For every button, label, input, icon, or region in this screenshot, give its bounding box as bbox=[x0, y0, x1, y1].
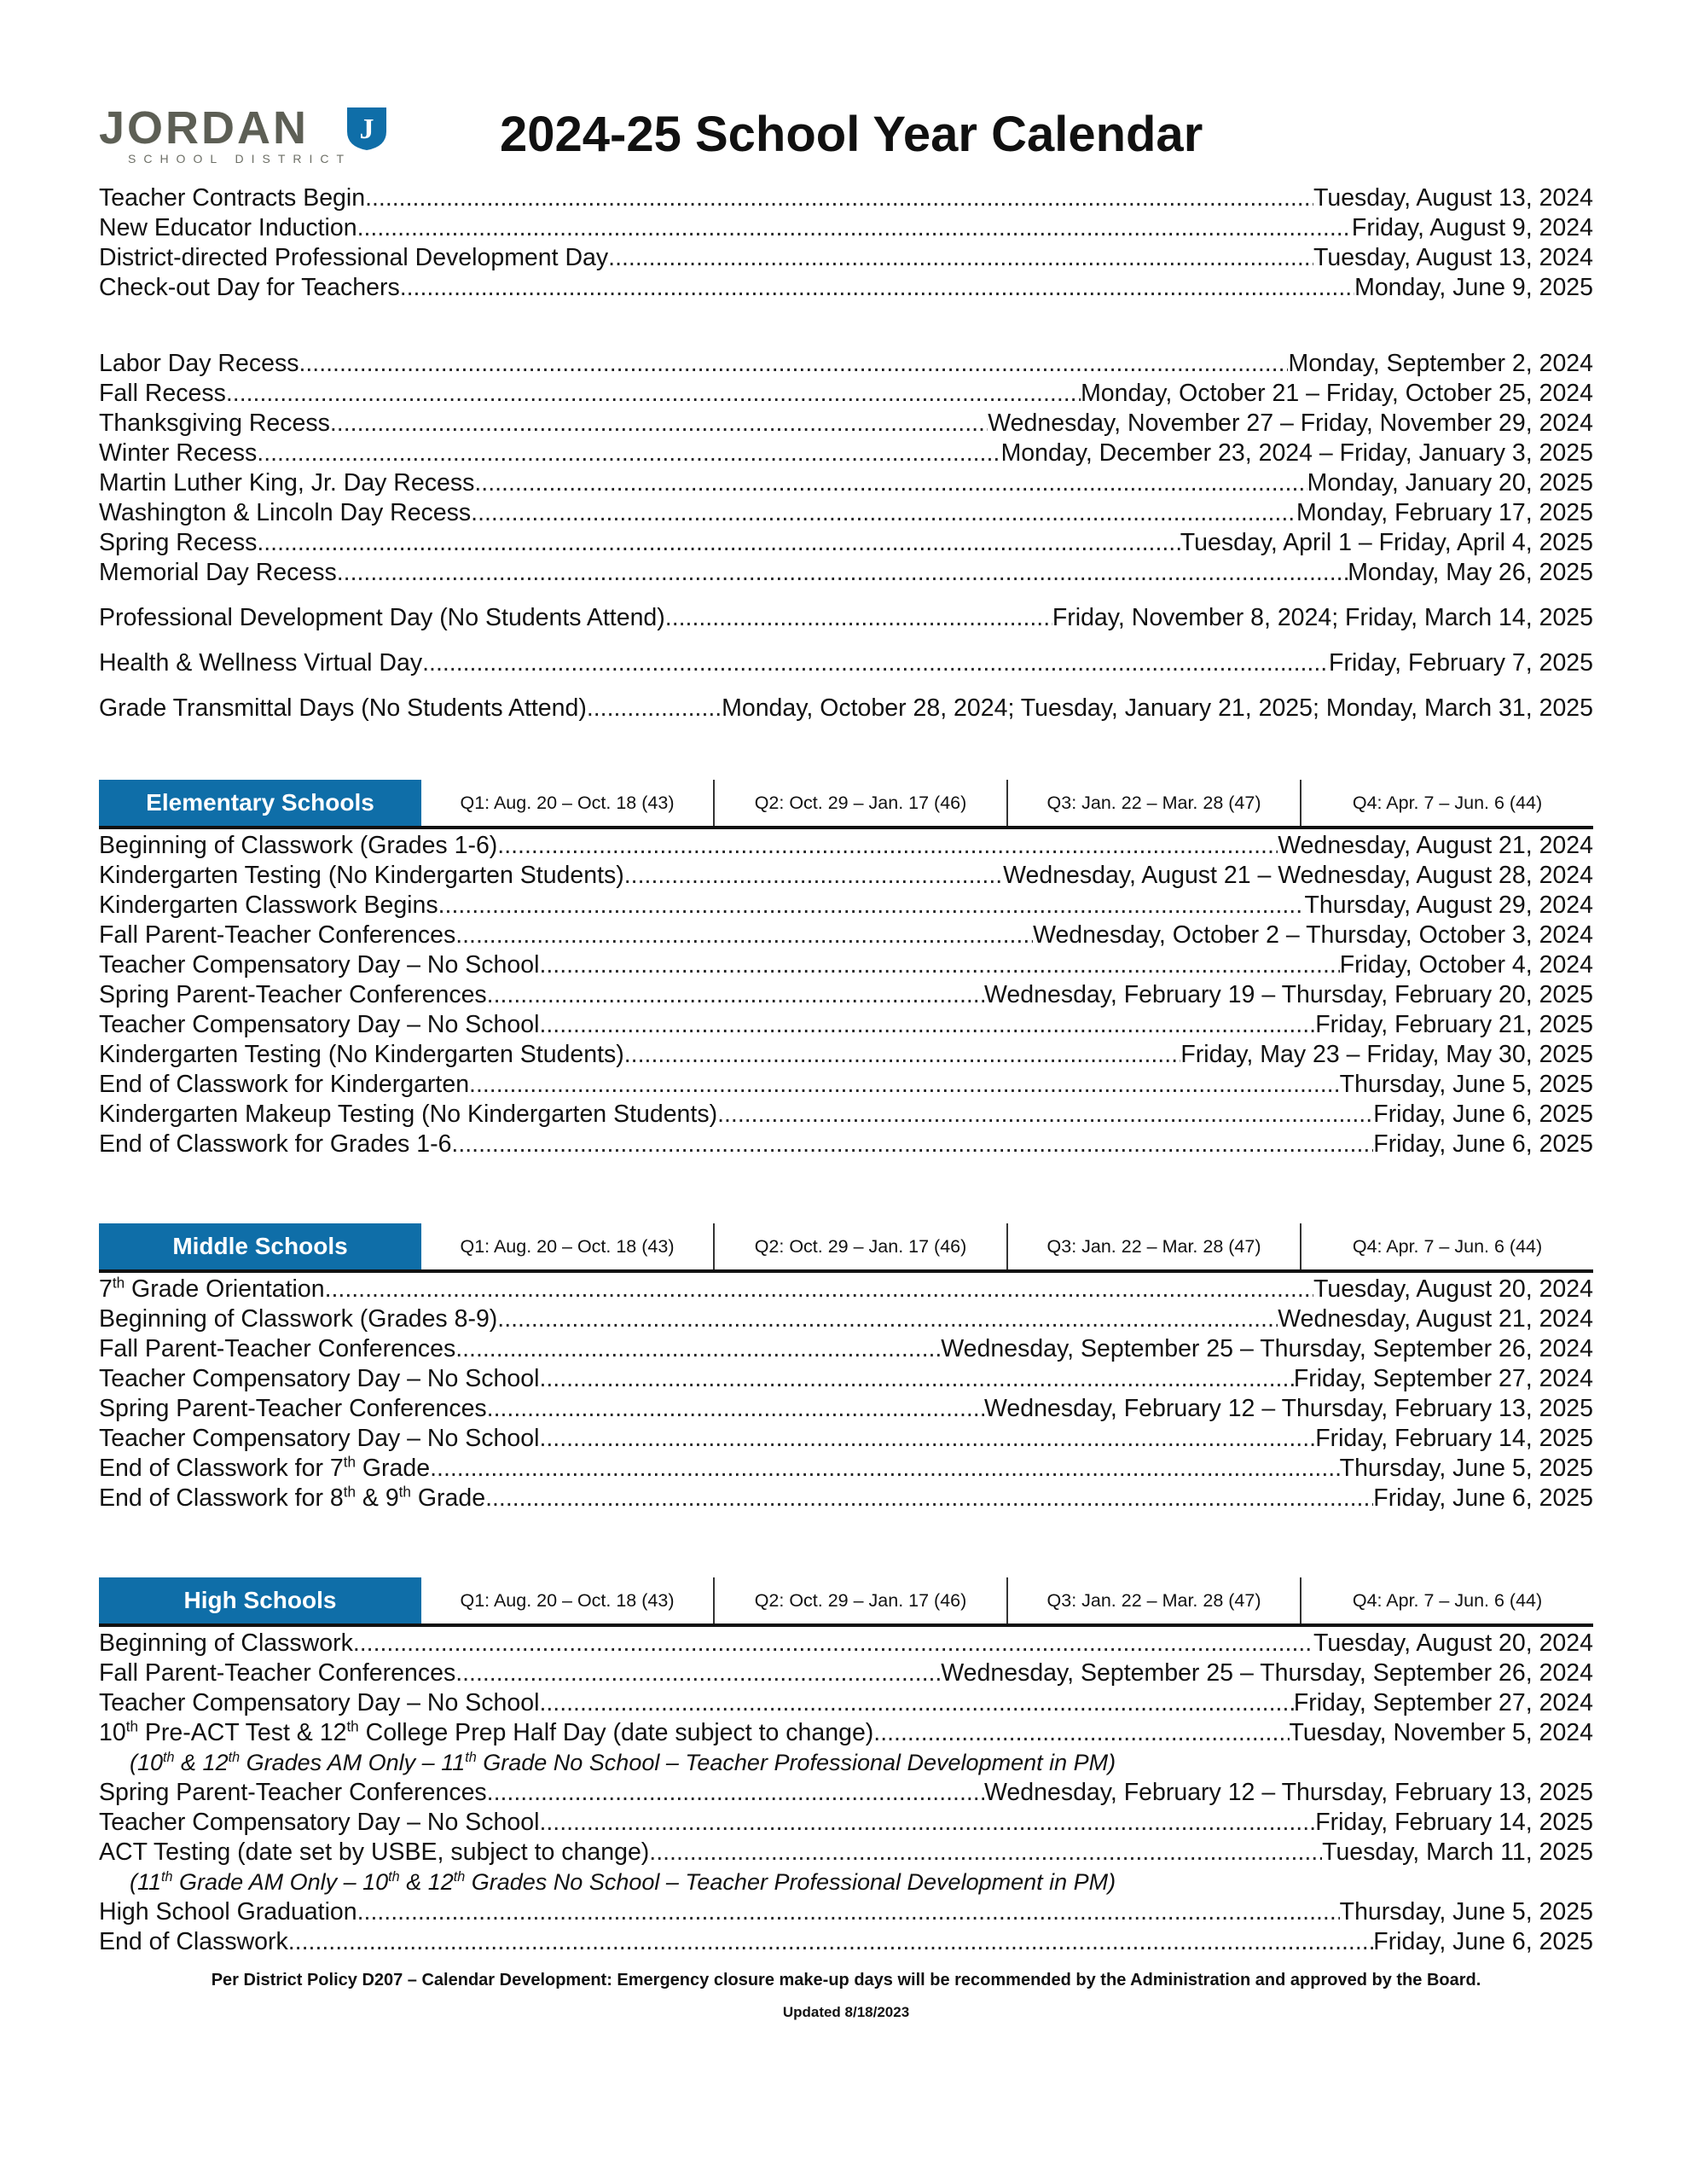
list-item: Fall Parent-Teacher Conferences ..... Wednesday, September 25 – Thursday, September 26, 2024 bbox=[99, 1334, 1593, 1364]
elementary-dates-list bbox=[99, 831, 1593, 1159]
list-item: End of Classwork ..... Friday, June 6, 2025 bbox=[99, 1927, 1593, 1957]
logo-subtitle: SCHOOL DISTRICT bbox=[128, 152, 352, 166]
logo-shield-icon bbox=[345, 106, 388, 152]
list-item: Kindergarten Classwork Begins ..... Thursday, August 29, 2024 bbox=[99, 891, 1593, 921]
list-item: Spring Parent-Teacher Conferences ..... Wednesday, February 19 – Thursday, February 20, 2025 bbox=[99, 980, 1593, 1010]
quarter-1-label: Q1: Aug. 20 – Oct. 18 (43) bbox=[421, 780, 715, 826]
list-item: Teacher Compensatory Day – No School ..... Friday, February 21, 2025 bbox=[99, 1010, 1593, 1040]
list-item: Teacher Compensatory Day – No School ..... Friday, October 4, 2024 bbox=[99, 950, 1593, 980]
quarter-1-label: Q1: Aug. 20 – Oct. 18 (43) bbox=[421, 1223, 715, 1269]
transmittal-days-row: Grade Transmittal Days (No Students Attend) ..... Monday, October 28, 2024; Tuesday, January 21, 2025; Monday, March 31, 2025 bbox=[99, 694, 1593, 723]
list-item: Kindergarten Testing (No Kindergarten Students) ..... Friday, May 23 – Friday, May 30, 2025 bbox=[99, 1040, 1593, 1070]
list-item: Teacher Compensatory Day – No School ..... Friday, February 14, 2025 bbox=[99, 1424, 1593, 1454]
list-item: Labor Day Recess ..... Monday, September 2, 2024 bbox=[99, 349, 1593, 379]
list-item: ACT Testing (date set by USBE, subject to change) ..... Tuesday, March 11, 2025 bbox=[99, 1838, 1593, 1867]
act-note: (11th Grade AM Only – 10th & 12th Grades No School – Teacher Professional Development in PM) bbox=[130, 1869, 1116, 1895]
list-item: Check-out Day for Teachers ..... Monday, June 9, 2025 bbox=[99, 273, 1593, 303]
list-item: Fall Parent-Teacher Conferences ..... Wednesday, September 25 – Thursday, September 26, 2024 bbox=[99, 1658, 1593, 1688]
recess-list bbox=[99, 349, 1593, 723]
list-item: End of Classwork for Grades 1-6 ..... Friday, June 6, 2025 bbox=[99, 1130, 1593, 1159]
list-item: District-directed Professional Development Day ..... Tuesday, August 13, 2024 bbox=[99, 243, 1593, 273]
quarter-1-label: Q1: Aug. 20 – Oct. 18 (43) bbox=[421, 1577, 715, 1623]
list-item: Beginning of Classwork (Grades 1-6) ..... Wednesday, August 21, 2024 bbox=[99, 831, 1593, 861]
list-item: 10th Pre-ACT Test & 12th College Prep Half Day (date subject to change) ..... Tuesday, November 5, 2024 bbox=[99, 1718, 1593, 1748]
quarter-3-label: Q3: Jan. 22 – Mar. 28 (47) bbox=[1008, 1577, 1301, 1623]
list-item: Teacher Compensatory Day – No School ..... Friday, September 27, 2024 bbox=[99, 1688, 1593, 1718]
list-item: Martin Luther King, Jr. Day Recess ..... Monday, January 20, 2025 bbox=[99, 468, 1593, 498]
pd-day-row: Professional Development Day (No Students Attend) ..... Friday, November 8, 2024; Friday, March 14, 2025 bbox=[99, 603, 1593, 633]
middle-header-band bbox=[99, 1223, 1593, 1273]
high-section-title: High Schools bbox=[99, 1577, 421, 1623]
middle-dates-list bbox=[99, 1275, 1593, 1513]
list-item: Kindergarten Makeup Testing (No Kindergarten Students) ..... Friday, June 6, 2025 bbox=[99, 1100, 1593, 1130]
list-item: End of Classwork for 8th & 9th Grade ..... Friday, June 6, 2025 bbox=[99, 1484, 1593, 1513]
quarter-3-label: Q3: Jan. 22 – Mar. 28 (47) bbox=[1008, 1223, 1301, 1269]
list-item: Spring Recess ..... Tuesday, April 1 – Friday, April 4, 2025 bbox=[99, 528, 1593, 558]
page-title: 2024-25 School Year Calendar bbox=[500, 107, 1203, 162]
list-item: Teacher Compensatory Day – No School ..... Friday, February 14, 2025 bbox=[99, 1808, 1593, 1838]
list-item: Winter Recess ..... Monday, December 23, 2024 – Friday, January 3, 2025 bbox=[99, 439, 1593, 468]
list-item: Memorial Day Recess ..... Monday, May 26, 2025 bbox=[99, 558, 1593, 588]
logo-wordmark: JORDAN bbox=[99, 102, 310, 154]
list-item: Kindergarten Testing (No Kindergarten Students) ..... Wednesday, August 21 – Wednesday, August 28, 2024 bbox=[99, 861, 1593, 891]
list-item: End of Classwork for Kindergarten ..... Thursday, June 5, 2025 bbox=[99, 1070, 1593, 1100]
updated-date: Updated 8/18/2023 bbox=[782, 2004, 910, 2020]
list-item: 7th Grade Orientation ..... Tuesday, August 20, 2024 bbox=[99, 1275, 1593, 1304]
list-item: Thanksgiving Recess ..... Wednesday, November 27 – Friday, November 29, 2024 bbox=[99, 409, 1593, 439]
list-item: High School Graduation ..... Thursday, June 5, 2025 bbox=[99, 1897, 1593, 1927]
preact-note: (10th & 12th Grades AM Only – 11th Grade No School – Teacher Professional Development in PM) bbox=[130, 1750, 1116, 1775]
high-dates-list bbox=[99, 1629, 1593, 1957]
quarter-4-label: Q4: Apr. 7 – Jun. 6 (44) bbox=[1352, 792, 1543, 813]
district-logo bbox=[99, 102, 406, 171]
middle-section-title: Middle Schools bbox=[99, 1223, 421, 1269]
list-item: Washington & Lincoln Day Recess ..... Monday, February 17, 2025 bbox=[99, 498, 1593, 528]
list-item: Fall Parent-Teacher Conferences ..... Wednesday, October 2 – Thursday, October 3, 2024 bbox=[99, 921, 1593, 950]
quarter-4-label: Q4: Apr. 7 – Jun. 6 (44) bbox=[1352, 1589, 1543, 1611]
quarter-3-label: Q3: Jan. 22 – Mar. 28 (47) bbox=[1008, 780, 1301, 826]
quarter-2-label: Q2: Oct. 29 – Jan. 17 (46) bbox=[715, 780, 1008, 826]
quarter-4-label: Q4: Apr. 7 – Jun. 6 (44) bbox=[1352, 1235, 1543, 1257]
list-item: Teacher Contracts Begin ..... Tuesday, August 13, 2024 bbox=[99, 183, 1593, 213]
list-item: End of Classwork for 7th Grade ..... Thursday, June 5, 2025 bbox=[99, 1454, 1593, 1484]
svg-text:J: J bbox=[359, 113, 374, 145]
elementary-section-title: Elementary Schools bbox=[99, 780, 421, 826]
list-item: Beginning of Classwork ..... Tuesday, August 20, 2024 bbox=[99, 1629, 1593, 1658]
list-item: Teacher Compensatory Day – No School ..... Friday, September 27, 2024 bbox=[99, 1364, 1593, 1394]
high-header-band bbox=[99, 1577, 1593, 1627]
list-item: Fall Recess ..... Monday, October 21 – Friday, October 25, 2024 bbox=[99, 379, 1593, 409]
wellness-day-row: Health & Wellness Virtual Day ..... Friday, February 7, 2025 bbox=[99, 648, 1593, 678]
quarter-2-label: Q2: Oct. 29 – Jan. 17 (46) bbox=[715, 1577, 1008, 1623]
page-header bbox=[99, 94, 1593, 183]
calendar-page bbox=[99, 94, 1593, 2021]
district-dates-list bbox=[99, 183, 1593, 303]
quarter-2-label: Q2: Oct. 29 – Jan. 17 (46) bbox=[715, 1223, 1008, 1269]
list-item: Spring Parent-Teacher Conferences ..... Wednesday, February 12 – Thursday, February 13, 2025 bbox=[99, 1778, 1593, 1808]
list-item: Spring Parent-Teacher Conferences ..... Wednesday, February 12 – Thursday, February 13, 2025 bbox=[99, 1394, 1593, 1424]
elementary-header-band bbox=[99, 780, 1593, 829]
policy-footnote: Per District Policy D207 – Calendar Development: Emergency closure make-up days will be recommended by the Administration and approved by the Board. bbox=[211, 1971, 1481, 1989]
list-item: Beginning of Classwork (Grades 8-9) ..... Wednesday, August 21, 2024 bbox=[99, 1304, 1593, 1334]
list-item: New Educator Induction ..... Friday, August 9, 2024 bbox=[99, 213, 1593, 243]
